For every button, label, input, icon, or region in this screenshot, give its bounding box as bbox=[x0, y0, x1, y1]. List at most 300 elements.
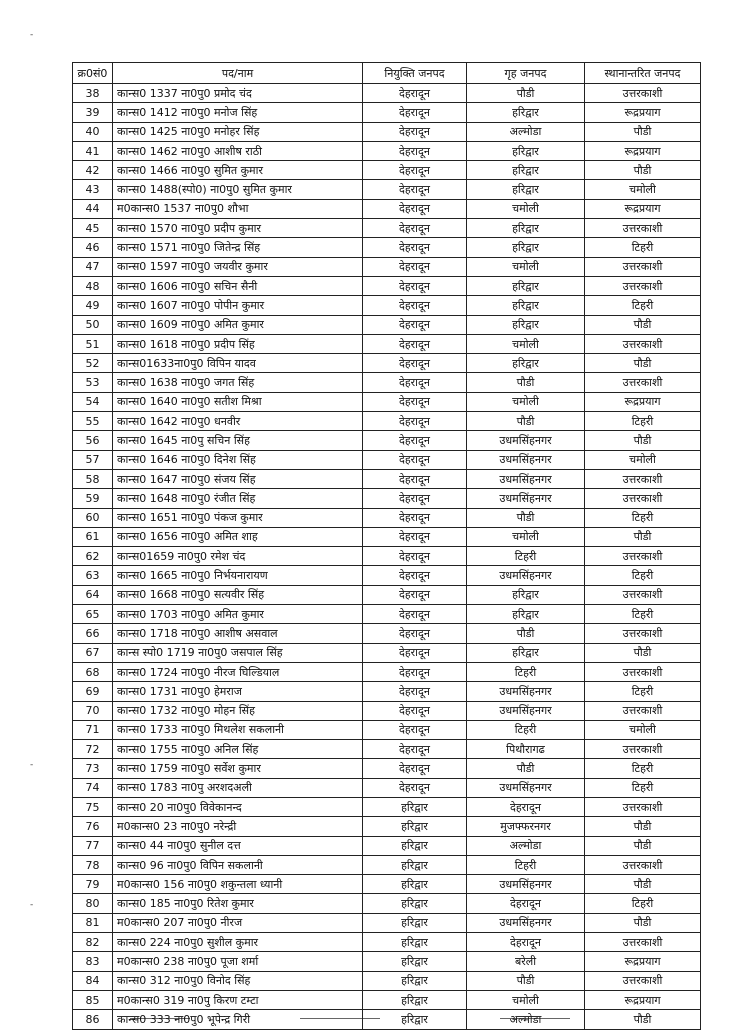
table-row bbox=[73, 797, 701, 816]
transfer-district-cell: उत्तरकाशी bbox=[585, 701, 701, 720]
name-cell: कान्स0 1646 ना0पु0 दिनेश सिंह bbox=[113, 450, 363, 469]
name-cell: कान्स0 96 ना0पु0 विपिन सकलानी bbox=[113, 855, 363, 874]
transfer-district-cell: पौडी bbox=[585, 836, 701, 855]
transfer-district-cell: उत्तरकाशी bbox=[585, 971, 701, 990]
home-district-cell: अल्मोडा bbox=[467, 122, 585, 141]
appointment-district-cell: देहरादून bbox=[363, 778, 467, 797]
serial-cell: 81 bbox=[73, 913, 113, 932]
table-row bbox=[73, 643, 701, 662]
serial-cell: 39 bbox=[73, 103, 113, 122]
name-cell: कान्स0 1733 ना0पु0 मिथलेश सकलानी bbox=[113, 720, 363, 739]
serial-cell: 80 bbox=[73, 894, 113, 913]
serial-cell: 55 bbox=[73, 412, 113, 431]
table-row bbox=[73, 1010, 701, 1029]
home-district-cell: हरिद्वार bbox=[467, 238, 585, 257]
appointment-district-cell: हरिद्वार bbox=[363, 1010, 467, 1029]
table-row bbox=[73, 238, 701, 257]
serial-cell: 59 bbox=[73, 489, 113, 508]
name-cell: कान्स0 1724 ना0पु0 नीरज घिल्डियाल bbox=[113, 662, 363, 681]
home-district-cell: हरिद्वार bbox=[467, 296, 585, 315]
home-district-cell: उधमसिंहनगर bbox=[467, 913, 585, 932]
header-transfer-district: स्थानान्तरित जनपद bbox=[585, 63, 701, 84]
serial-cell: 38 bbox=[73, 84, 113, 103]
serial-cell: 57 bbox=[73, 450, 113, 469]
appointment-district-cell: देहरादून bbox=[363, 489, 467, 508]
name-cell: कान्स0 185 ना0पु0 रितेश कुमार bbox=[113, 894, 363, 913]
name-cell: कान्स0 333 ना0पु0 भूपेन्द्र गिरी bbox=[113, 1010, 363, 1029]
serial-cell: 48 bbox=[73, 276, 113, 295]
table-row bbox=[73, 141, 701, 160]
appointment-district-cell: देहरादून bbox=[363, 643, 467, 662]
transfer-district-cell: उत्तरकाशी bbox=[585, 933, 701, 952]
header-home-district: गृह जनपद bbox=[467, 63, 585, 84]
table-row bbox=[73, 759, 701, 778]
serial-cell: 62 bbox=[73, 547, 113, 566]
serial-cell: 79 bbox=[73, 875, 113, 894]
transfer-district-cell: उत्तरकाशी bbox=[585, 84, 701, 103]
serial-cell: 47 bbox=[73, 257, 113, 276]
name-cell: कान्स0 20 ना0पु0 विवेकानन्द bbox=[113, 797, 363, 816]
home-district-cell: चमोली bbox=[467, 527, 585, 546]
home-district-cell: हरिद्वार bbox=[467, 585, 585, 604]
appointment-district-cell: हरिद्वार bbox=[363, 817, 467, 836]
home-district-cell: मुजफ्फरनगर bbox=[467, 817, 585, 836]
name-cell: म0कान्स0 23 ना0पु0 नरेन्द्री bbox=[113, 817, 363, 836]
serial-cell: 42 bbox=[73, 161, 113, 180]
name-cell: कान्स0 1425 ना0पु0 मनोहर सिंह bbox=[113, 122, 363, 141]
home-district-cell: पौडी bbox=[467, 373, 585, 392]
table-row bbox=[73, 952, 701, 971]
transfer-district-cell: चमोली bbox=[585, 450, 701, 469]
transfer-district-cell: उत्तरकाशी bbox=[585, 469, 701, 488]
appointment-district-cell: देहरादून bbox=[363, 412, 467, 431]
transfer-district-cell: रूद्रप्रयाग bbox=[585, 990, 701, 1009]
table-row bbox=[73, 257, 701, 276]
serial-cell: 54 bbox=[73, 392, 113, 411]
home-district-cell: हरिद्वार bbox=[467, 103, 585, 122]
appointment-district-cell: देहरादून bbox=[363, 141, 467, 160]
name-cell: कान्स0 1656 ना0पु0 अमित शाह bbox=[113, 527, 363, 546]
transfer-district-cell: उत्तरकाशी bbox=[585, 276, 701, 295]
home-district-cell: पौडी bbox=[467, 84, 585, 103]
transfer-district-cell: पौडी bbox=[585, 161, 701, 180]
transfer-district-cell: टिहरी bbox=[585, 682, 701, 701]
serial-cell: 44 bbox=[73, 199, 113, 218]
name-cell: कान्स01633ना0पु0 विपिन यादव bbox=[113, 354, 363, 373]
serial-cell: 73 bbox=[73, 759, 113, 778]
name-cell: म0कान्स0 1537 ना0पु0 शौभा bbox=[113, 199, 363, 218]
home-district-cell: हरिद्वार bbox=[467, 141, 585, 160]
name-cell: कान्स0 1640 ना0पु0 सतीश मिश्रा bbox=[113, 392, 363, 411]
home-district-cell: उधमसिंहनगर bbox=[467, 875, 585, 894]
serial-cell: 76 bbox=[73, 817, 113, 836]
name-cell: कान्स0 224 ना0पु0 सुशील कुमार bbox=[113, 933, 363, 952]
serial-cell: 84 bbox=[73, 971, 113, 990]
transfer-district-cell: उत्तरकाशी bbox=[585, 855, 701, 874]
serial-cell: 66 bbox=[73, 624, 113, 643]
appointment-district-cell: देहरादून bbox=[363, 392, 467, 411]
appointment-district-cell: देहरादून bbox=[363, 566, 467, 585]
serial-cell: 52 bbox=[73, 354, 113, 373]
transfer-district-cell: टिहरी bbox=[585, 894, 701, 913]
home-district-cell: पौडी bbox=[467, 624, 585, 643]
transfer-district-cell: पौडी bbox=[585, 1010, 701, 1029]
table-row bbox=[73, 740, 701, 759]
corner-mark: - bbox=[30, 30, 34, 40]
table-row bbox=[73, 855, 701, 874]
home-district-cell: हरिद्वार bbox=[467, 315, 585, 334]
appointment-district-cell: देहरादून bbox=[363, 585, 467, 604]
table-row bbox=[73, 836, 701, 855]
serial-cell: 64 bbox=[73, 585, 113, 604]
home-district-cell: हरिद्वार bbox=[467, 354, 585, 373]
transfer-district-cell: पौडी bbox=[585, 527, 701, 546]
transfer-district-cell: पौडी bbox=[585, 817, 701, 836]
header-appointment-district: नियुक्ति जनपद bbox=[363, 63, 467, 84]
table-row bbox=[73, 605, 701, 624]
header-serial: क्र0सं0 bbox=[73, 63, 113, 84]
home-district-cell: हरिद्वार bbox=[467, 276, 585, 295]
appointment-district-cell: देहरादून bbox=[363, 276, 467, 295]
appointment-district-cell: हरिद्वार bbox=[363, 990, 467, 1009]
serial-cell: 70 bbox=[73, 701, 113, 720]
name-cell: कान्स0 44 ना0पु0 सुनील दत्त bbox=[113, 836, 363, 855]
home-district-cell: हरिद्वार bbox=[467, 605, 585, 624]
appointment-district-cell: देहरादून bbox=[363, 180, 467, 199]
appointment-district-cell: हरिद्वार bbox=[363, 952, 467, 971]
appointment-district-cell: हरिद्वार bbox=[363, 797, 467, 816]
name-cell: कान्स01659 ना0पु0 रमेश चंद bbox=[113, 547, 363, 566]
serial-cell: 41 bbox=[73, 141, 113, 160]
name-cell: कान्स0 1732 ना0पु0 मोहन सिंह bbox=[113, 701, 363, 720]
name-cell: म0कान्स0 207 ना0पु0 नीरज bbox=[113, 913, 363, 932]
name-cell: कान्स0 1755 ना0पु0 अनिल सिंह bbox=[113, 740, 363, 759]
appointment-district-cell: देहरादून bbox=[363, 547, 467, 566]
name-cell: कान्स स्पो0 1719 ना0पु0 जसपाल सिंह bbox=[113, 643, 363, 662]
home-district-cell: अल्मोडा bbox=[467, 1010, 585, 1029]
name-cell: कान्स0 1645 ना0पु सचिन सिंह bbox=[113, 431, 363, 450]
name-cell: कान्स0 1703 ना0पु0 अमित कुमार bbox=[113, 605, 363, 624]
table-row bbox=[73, 817, 701, 836]
name-cell: कान्स0 1606 ना0पु0 सचिन सैनी bbox=[113, 276, 363, 295]
table-row bbox=[73, 527, 701, 546]
home-district-cell: चमोली bbox=[467, 199, 585, 218]
table-row bbox=[73, 624, 701, 643]
name-cell: कान्स0 1570 ना0पु0 प्रदीप कुमार bbox=[113, 219, 363, 238]
table-row bbox=[73, 373, 701, 392]
name-cell: कान्स0 1647 ना0पु0 संजय सिंह bbox=[113, 469, 363, 488]
transfer-district-cell: रूद्रप्रयाग bbox=[585, 141, 701, 160]
table-row bbox=[73, 276, 701, 295]
home-district-cell: बरेली bbox=[467, 952, 585, 971]
transfer-district-cell: उत्तरकाशी bbox=[585, 373, 701, 392]
serial-cell: 43 bbox=[73, 180, 113, 199]
home-district-cell: हरिद्वार bbox=[467, 180, 585, 199]
appointment-district-cell: देहरादून bbox=[363, 315, 467, 334]
appointment-district-cell: देहरादून bbox=[363, 508, 467, 527]
table-row bbox=[73, 971, 701, 990]
table-row bbox=[73, 875, 701, 894]
appointment-district-cell: हरिद्वार bbox=[363, 855, 467, 874]
transfer-district-cell: पौडी bbox=[585, 643, 701, 662]
transfer-district-cell: पौडी bbox=[585, 875, 701, 894]
appointment-district-cell: देहरादून bbox=[363, 296, 467, 315]
name-cell: म0कान्स0 319 ना0पु किरण टम्टा bbox=[113, 990, 363, 1009]
appointment-district-cell: देहरादून bbox=[363, 122, 467, 141]
home-district-cell: उधमसिंहनगर bbox=[467, 469, 585, 488]
appointment-district-cell: हरिद्वार bbox=[363, 913, 467, 932]
serial-cell: 45 bbox=[73, 219, 113, 238]
name-cell: कान्स0 1337 ना0पु0 प्रमोद चंद bbox=[113, 84, 363, 103]
appointment-district-cell: देहरादून bbox=[363, 759, 467, 778]
name-cell: कान्स0 1642 ना0पु0 धनवीर bbox=[113, 412, 363, 431]
transfer-district-cell: उत्तरकाशी bbox=[585, 585, 701, 604]
name-cell: कान्स0 1651 ना0पु0 पंकज कुमार bbox=[113, 508, 363, 527]
home-district-cell: देहरादून bbox=[467, 894, 585, 913]
home-district-cell: पौडी bbox=[467, 508, 585, 527]
transfer-district-cell: उत्तरकाशी bbox=[585, 624, 701, 643]
name-cell: कान्स0 1571 ना0पु0 जितेन्द्र सिंह bbox=[113, 238, 363, 257]
home-district-cell: टिहरी bbox=[467, 720, 585, 739]
table-row bbox=[73, 334, 701, 353]
serial-cell: 78 bbox=[73, 855, 113, 874]
appointment-district-cell: देहरादून bbox=[363, 740, 467, 759]
serial-cell: 40 bbox=[73, 122, 113, 141]
serial-cell: 61 bbox=[73, 527, 113, 546]
home-district-cell: उधमसिंहनगर bbox=[467, 431, 585, 450]
serial-cell: 68 bbox=[73, 662, 113, 681]
home-district-cell: पौडी bbox=[467, 412, 585, 431]
transfer-district-cell: उत्तरकाशी bbox=[585, 797, 701, 816]
name-cell: म0कान्स0 238 ना0पु0 पूजा शर्मा bbox=[113, 952, 363, 971]
name-cell: म0कान्स0 156 ना0पु0 शकुन्तला ध्यानी bbox=[113, 875, 363, 894]
appointment-district-cell: देहरादून bbox=[363, 238, 467, 257]
home-district-cell: चमोली bbox=[467, 334, 585, 353]
transfer-district-cell: पौडी bbox=[585, 122, 701, 141]
home-district-cell: टिहरी bbox=[467, 662, 585, 681]
home-district-cell: उधमसिंहनगर bbox=[467, 450, 585, 469]
table-row bbox=[73, 720, 701, 739]
appointment-district-cell: हरिद्वार bbox=[363, 933, 467, 952]
home-district-cell: हरिद्वार bbox=[467, 219, 585, 238]
transfer-district-cell: उत्तरकाशी bbox=[585, 219, 701, 238]
header-name: पद/नाम bbox=[113, 63, 363, 84]
side-mark: - bbox=[30, 760, 34, 770]
appointment-district-cell: देहरादून bbox=[363, 527, 467, 546]
name-cell: कान्स0 1718 ना0पु0 आशीष असवाल bbox=[113, 624, 363, 643]
transfer-district-cell: पौडी bbox=[585, 315, 701, 334]
name-cell: कान्स0 1648 ना0पु0 रंजीत सिंह bbox=[113, 489, 363, 508]
transfer-district-cell: पौडी bbox=[585, 431, 701, 450]
table-row bbox=[73, 219, 701, 238]
transfer-district-cell: रूद्रप्रयाग bbox=[585, 103, 701, 122]
appointment-district-cell: देहरादून bbox=[363, 450, 467, 469]
appointment-district-cell: देहरादून bbox=[363, 431, 467, 450]
table-row bbox=[73, 315, 701, 334]
home-district-cell: उधमसिंहनगर bbox=[467, 682, 585, 701]
appointment-district-cell: देहरादून bbox=[363, 605, 467, 624]
table-row bbox=[73, 161, 701, 180]
transfer-district-cell: उत्तरकाशी bbox=[585, 547, 701, 566]
home-district-cell: उधमसिंहनगर bbox=[467, 701, 585, 720]
home-district-cell: टिहरी bbox=[467, 547, 585, 566]
table-row bbox=[73, 412, 701, 431]
table-header-row bbox=[73, 63, 701, 84]
serial-cell: 74 bbox=[73, 778, 113, 797]
home-district-cell: हरिद्वार bbox=[467, 643, 585, 662]
serial-cell: 82 bbox=[73, 933, 113, 952]
home-district-cell: पिथौरागढ bbox=[467, 740, 585, 759]
table-row bbox=[73, 392, 701, 411]
table-row bbox=[73, 122, 701, 141]
table-row bbox=[73, 778, 701, 797]
transfer-table bbox=[72, 62, 701, 1030]
home-district-cell: टिहरी bbox=[467, 855, 585, 874]
appointment-district-cell: देहरादून bbox=[363, 373, 467, 392]
serial-cell: 65 bbox=[73, 605, 113, 624]
serial-cell: 56 bbox=[73, 431, 113, 450]
home-district-cell: हरिद्वार bbox=[467, 161, 585, 180]
home-district-cell: उधमसिंहनगर bbox=[467, 489, 585, 508]
table-row bbox=[73, 682, 701, 701]
appointment-district-cell: हरिद्वार bbox=[363, 971, 467, 990]
transfer-district-cell: टिहरी bbox=[585, 778, 701, 797]
serial-cell: 85 bbox=[73, 990, 113, 1009]
table-row bbox=[73, 662, 701, 681]
name-cell: कान्स0 1412 ना0पु0 मनोज सिंह bbox=[113, 103, 363, 122]
name-cell: कान्स0 1607 ना0पु0 पोपीन कुमार bbox=[113, 296, 363, 315]
home-district-cell: पौडी bbox=[467, 759, 585, 778]
serial-cell: 60 bbox=[73, 508, 113, 527]
table-row bbox=[73, 84, 701, 103]
table-row bbox=[73, 296, 701, 315]
table-row bbox=[73, 585, 701, 604]
transfer-district-cell: उत्तरकाशी bbox=[585, 489, 701, 508]
transfer-district-cell: टिहरी bbox=[585, 296, 701, 315]
name-cell: कान्स0 1665 ना0पु0 निर्भयनारायण bbox=[113, 566, 363, 585]
serial-cell: 83 bbox=[73, 952, 113, 971]
transfer-district-cell: टिहरी bbox=[585, 605, 701, 624]
serial-cell: 69 bbox=[73, 682, 113, 701]
name-cell: कान्स0 1597 ना0पु0 जयवीर कुमार bbox=[113, 257, 363, 276]
name-cell: कान्स0 1488(स्पो0) ना0पु0 सुमित कुमार bbox=[113, 180, 363, 199]
table-row bbox=[73, 508, 701, 527]
transfer-district-cell: पौडी bbox=[585, 354, 701, 373]
table-row bbox=[73, 489, 701, 508]
appointment-district-cell: देहरादून bbox=[363, 701, 467, 720]
name-cell: कान्स0 312 ना0पु0 विनोद सिंह bbox=[113, 971, 363, 990]
serial-cell: 75 bbox=[73, 797, 113, 816]
transfer-district-cell: रूद्रप्रयाग bbox=[585, 199, 701, 218]
home-district-cell: चमोली bbox=[467, 257, 585, 276]
name-cell: कान्स0 1638 ना0पु0 जगत सिंह bbox=[113, 373, 363, 392]
appointment-district-cell: देहरादून bbox=[363, 469, 467, 488]
transfer-district-cell: चमोली bbox=[585, 720, 701, 739]
serial-cell: 46 bbox=[73, 238, 113, 257]
name-cell: कान्स0 1462 ना0पु0 आशीष राठी bbox=[113, 141, 363, 160]
appointment-district-cell: देहरादून bbox=[363, 624, 467, 643]
table-row bbox=[73, 701, 701, 720]
table-row bbox=[73, 450, 701, 469]
transfer-district-cell: उत्तरकाशी bbox=[585, 740, 701, 759]
serial-cell: 53 bbox=[73, 373, 113, 392]
appointment-district-cell: देहरादून bbox=[363, 682, 467, 701]
home-district-cell: उधमसिंहनगर bbox=[467, 778, 585, 797]
appointment-district-cell: हरिद्वार bbox=[363, 875, 467, 894]
table-row bbox=[73, 547, 701, 566]
serial-cell: 86 bbox=[73, 1010, 113, 1029]
table-row bbox=[73, 566, 701, 585]
transfer-district-cell: टिहरी bbox=[585, 238, 701, 257]
table-row bbox=[73, 199, 701, 218]
appointment-district-cell: देहरादून bbox=[363, 219, 467, 238]
transfer-district-cell: टिहरी bbox=[585, 508, 701, 527]
transfer-district-cell: रूद्रप्रयाग bbox=[585, 952, 701, 971]
appointment-district-cell: देहरादून bbox=[363, 103, 467, 122]
table-row bbox=[73, 103, 701, 122]
table-row bbox=[73, 469, 701, 488]
transfer-district-cell: उत्तरकाशी bbox=[585, 334, 701, 353]
appointment-district-cell: देहरादून bbox=[363, 354, 467, 373]
home-district-cell: देहरादून bbox=[467, 797, 585, 816]
serial-cell: 49 bbox=[73, 296, 113, 315]
transfer-district-cell: चमोली bbox=[585, 180, 701, 199]
appointment-district-cell: देहरादून bbox=[363, 334, 467, 353]
serial-cell: 67 bbox=[73, 643, 113, 662]
name-cell: कान्स0 1466 ना0पु0 सुमित कुमार bbox=[113, 161, 363, 180]
table-row bbox=[73, 354, 701, 373]
home-district-cell: उधमसिंहनगर bbox=[467, 566, 585, 585]
table-row bbox=[73, 913, 701, 932]
table-row bbox=[73, 990, 701, 1009]
appointment-district-cell: हरिद्वार bbox=[363, 836, 467, 855]
transfer-district-cell: पौडी bbox=[585, 913, 701, 932]
serial-cell: 72 bbox=[73, 740, 113, 759]
serial-cell: 58 bbox=[73, 469, 113, 488]
home-district-cell: पौडी bbox=[467, 971, 585, 990]
name-cell: कान्स0 1759 ना0पु0 सर्वेश कुमार bbox=[113, 759, 363, 778]
appointment-district-cell: देहरादून bbox=[363, 84, 467, 103]
name-cell: कान्स0 1618 ना0पु0 प्रदीप सिंह bbox=[113, 334, 363, 353]
serial-cell: 51 bbox=[73, 334, 113, 353]
name-cell: कान्स0 1609 ना0पु0 अमित कुमार bbox=[113, 315, 363, 334]
table-row bbox=[73, 894, 701, 913]
name-cell: कान्स0 1783 ना0पु अरशदअली bbox=[113, 778, 363, 797]
appointment-district-cell: देहरादून bbox=[363, 662, 467, 681]
side-mark: - bbox=[30, 900, 34, 910]
transfer-district-cell: रूद्रप्रयाग bbox=[585, 392, 701, 411]
home-district-cell: अल्मोडा bbox=[467, 836, 585, 855]
home-district-cell: चमोली bbox=[467, 990, 585, 1009]
name-cell: कान्स0 1668 ना0पु0 सत्यवीर सिंह bbox=[113, 585, 363, 604]
appointment-district-cell: हरिद्वार bbox=[363, 894, 467, 913]
table-row bbox=[73, 431, 701, 450]
table-row bbox=[73, 180, 701, 199]
appointment-district-cell: देहरादून bbox=[363, 199, 467, 218]
serial-cell: 50 bbox=[73, 315, 113, 334]
table-row bbox=[73, 933, 701, 952]
serial-cell: 77 bbox=[73, 836, 113, 855]
transfer-district-cell: उत्तरकाशी bbox=[585, 662, 701, 681]
transfer-district-cell: उत्तरकाशी bbox=[585, 257, 701, 276]
home-district-cell: चमोली bbox=[467, 392, 585, 411]
appointment-district-cell: देहरादून bbox=[363, 257, 467, 276]
serial-cell: 63 bbox=[73, 566, 113, 585]
serial-cell: 71 bbox=[73, 720, 113, 739]
appointment-district-cell: देहरादून bbox=[363, 161, 467, 180]
transfer-district-cell: टिहरी bbox=[585, 412, 701, 431]
appointment-district-cell: देहरादून bbox=[363, 720, 467, 739]
